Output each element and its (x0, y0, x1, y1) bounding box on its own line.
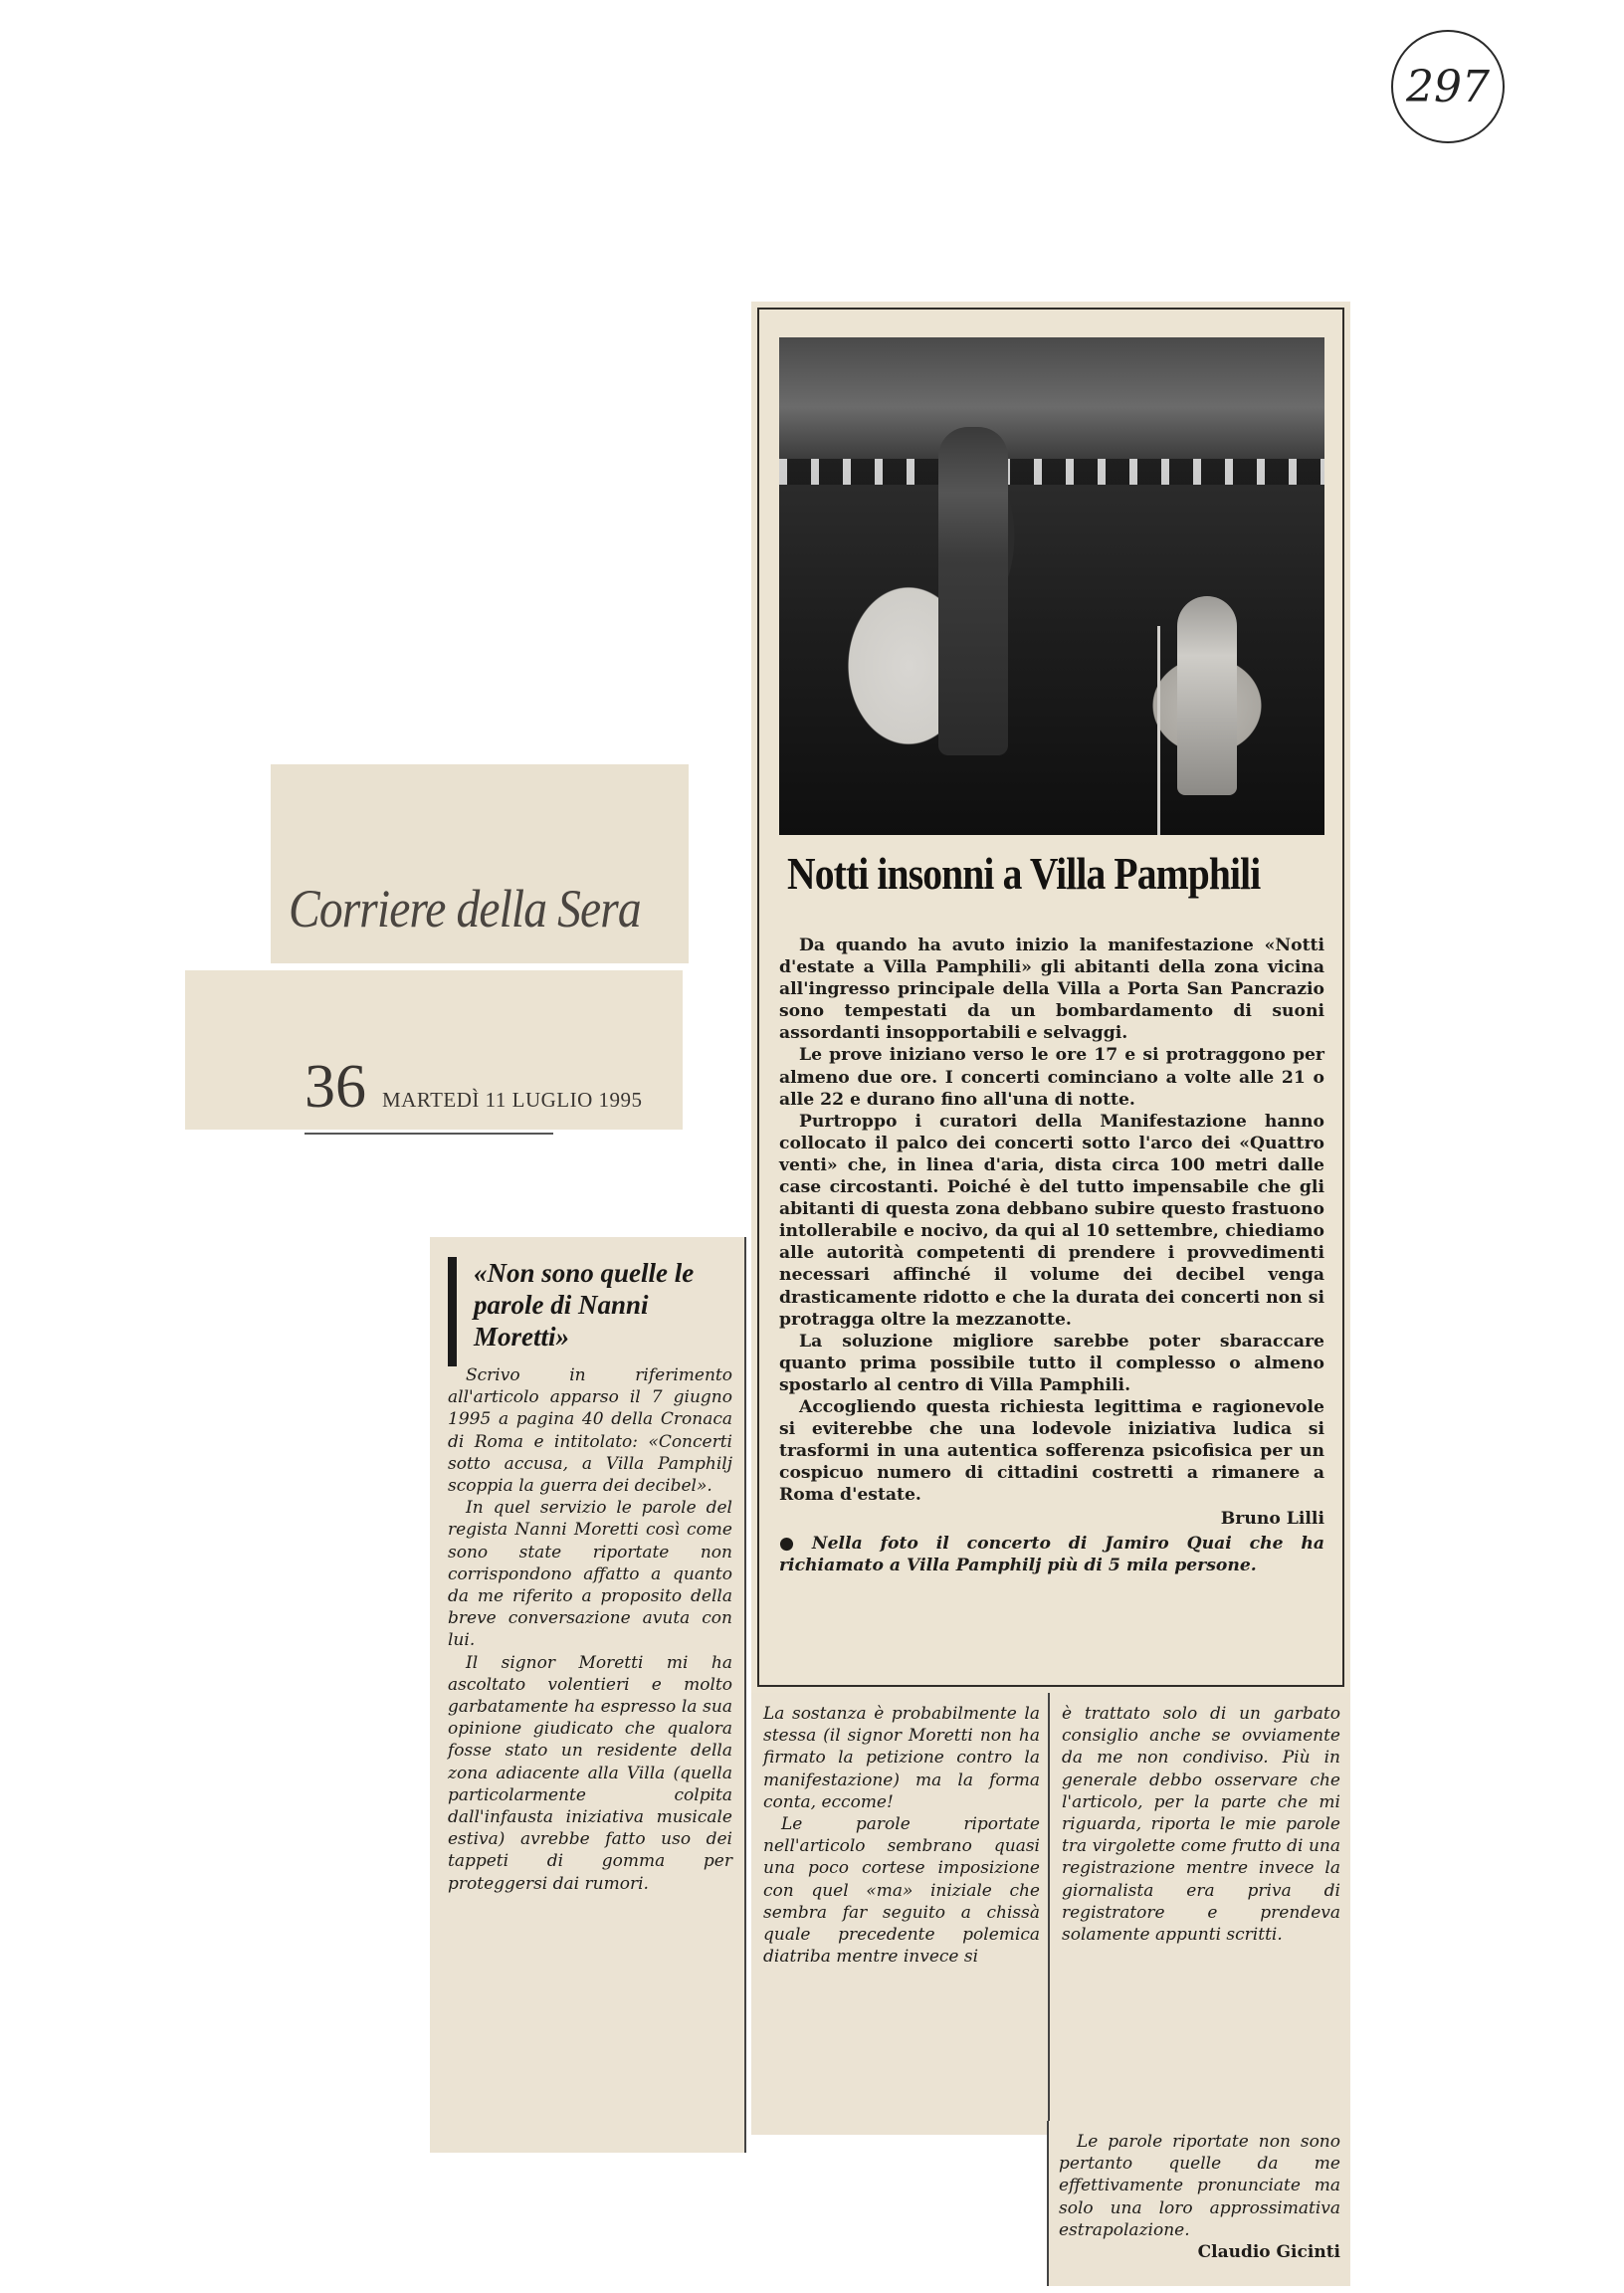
article-paragraph: La soluzione migliore sarebbe poter sbaraccare quanto prima possibile tutto il complesso o almeno spostarlo al centro di Villa Pamphili. (779, 1331, 1324, 1395)
article-paragraph: Le prove iniziano verso le ore 17 e si protraggono per almeno due ore. I concerti cominciano a volte alle 21 o alle 22 e durano fino all'una di notte. (779, 1045, 1324, 1110)
dateline (304, 1052, 643, 1123)
letter-text (1062, 1703, 1340, 1946)
letter-paragraph: Scrivo in riferimento all'articolo apparso il 7 giugno 1995 a pagina 40 della Cronaca di Roma e intitolato: «Concerti sotto accusa, a Villa Pamphilj scoppia la guerra dei decibel». (448, 1365, 732, 1497)
concert-photo (779, 337, 1324, 835)
letter-headline: «Non sono quelle le parole di Nanni Moretti» (474, 1258, 695, 1352)
dateline-rule (304, 1133, 553, 1135)
headline-bar (448, 1257, 457, 1366)
mic-stand (1157, 626, 1160, 835)
letter-paragraph: La sostanza è probabilmente la stessa (il signor Moretti non ha firmato la petizione contro la manifestazione) ma la forma conta, eccome! (763, 1704, 1040, 1812)
guitarist-figure (1177, 596, 1237, 795)
letter-column-2 (751, 1693, 1050, 2135)
column-rule (1047, 2121, 1049, 2286)
article-paragraph: Purtroppo i curatori della Manifestazione hanno collocato il palco dei concerti sotto l'arco dei «Quattro venti» che, in linea d'aria, dista circa 100 metri dalle case circostanti. Poiché è del tutto impensabile che gli abitanti di questa zona debbano subire questo frastuono intollerabile e nocivo, da qui al 10 settembre, chiediamo alle autorità competenti di prendere i provvedimenti necessari affinché il volume dei decibel venga drasticamente ridotto e che la durata dei concerti non si protragga oltre la mezzanotte. (779, 1111, 1324, 1330)
article-byline: Bruno Lilli (1220, 1509, 1324, 1530)
letter-signature: Claudio Gicinti (1197, 2242, 1340, 2263)
page-number: 36 (304, 1053, 366, 1121)
singer-figure (938, 427, 1008, 755)
letter-paragraph: In quel servizio le parole del regista Nanni Moretti così come sono state riportate non corrispondono affatto a quanto da me riferito a proposito della breve conversazione avuta con lui. (448, 1498, 732, 1651)
article-clipping (751, 302, 1350, 1693)
dateline-clipping (185, 970, 683, 1130)
letter-paragraph: è trattato solo di un garbato consiglio anche se ovviamente da me non condiviso. Più in generale debbo osservare che l'articolo, per la parte che mi riguarda, riporta le mie parole tra virgolette come frutto di una registrazione mentre invece la giornalista era priva di registratore e prendeva solamente appunti scritti. (1062, 1704, 1340, 1946)
letter-column-3 (1050, 1693, 1350, 2121)
letter-text (448, 1364, 732, 1895)
letter-column-4 (1047, 2121, 1350, 2286)
article-paragraph: Da quando ha avuto inizio la manifestazione «Notti d'estate a Villa Pamphili» gli abitanti della zona vicina all'ingresso principale della Villa a Porta San Pancrazio sono tempestati da un bombardamento di suoni assordanti insopportabili e selvaggi. (779, 936, 1324, 1044)
stage-lighting-rig (779, 459, 1324, 485)
letter-text (763, 1703, 1040, 1968)
article-paragraph: Accogliendo questa richiesta legittima e ragionevole si eviterebbe che una lodevole iniziativa ludica si trasformi in una autentica sofferenza psicofisica per un cospicuo numero di cittadini costretti a rimanere a Roma d'estate. (779, 1396, 1324, 1506)
bullet-icon: ● (779, 1533, 806, 1554)
letter-paragraph: Le parole riportate nell'articolo sembrano quasi una poco cortese imposizione con quel «ma» iniziale che sembra far seguito a chissà quale precedente polemica diatriba mentre invece si (763, 1814, 1040, 1968)
archive-page-stamp: 297 (1391, 30, 1505, 143)
letter-paragraph: Il signor Moretti mi ha ascoltato volentieri e molto garbatamente ha espresso la sua opinione giudicato che qualora fosse stato un residente della zona adiacente alla Villa (quella particolarmente colpita dall'infausta iniziativa musicale estiva) avrebbe fatto uso dei tappeti di gomma per proteggersi dai rumori. (448, 1652, 732, 1894)
letter-text (1059, 2131, 1340, 2263)
letter-paragraph: Le parole riportate non sono pertanto quelle da me effettivamente pronunciate ma solo una loro approssimativa estrapolazione. (1059, 2132, 1340, 2240)
photo-caption (779, 1533, 1324, 1576)
photo-caption-text: Nella foto il concerto di Jamiro Quai che ha richiamato a Villa Pamphilj più di 5 mila persone. (779, 1533, 1325, 1575)
letter-headline-block (448, 1257, 726, 1353)
column-rule (744, 1237, 746, 2153)
issue-date: MARTEDÌ 11 LUGLIO 1995 (382, 1088, 643, 1112)
article-body (779, 935, 1324, 1576)
newspaper-title: Corriere della Sera (289, 879, 641, 938)
letter-column-1 (430, 1237, 746, 2153)
article-headline: Notti insonni a Villa Pamphili (787, 848, 1261, 899)
masthead-clipping (271, 764, 689, 963)
